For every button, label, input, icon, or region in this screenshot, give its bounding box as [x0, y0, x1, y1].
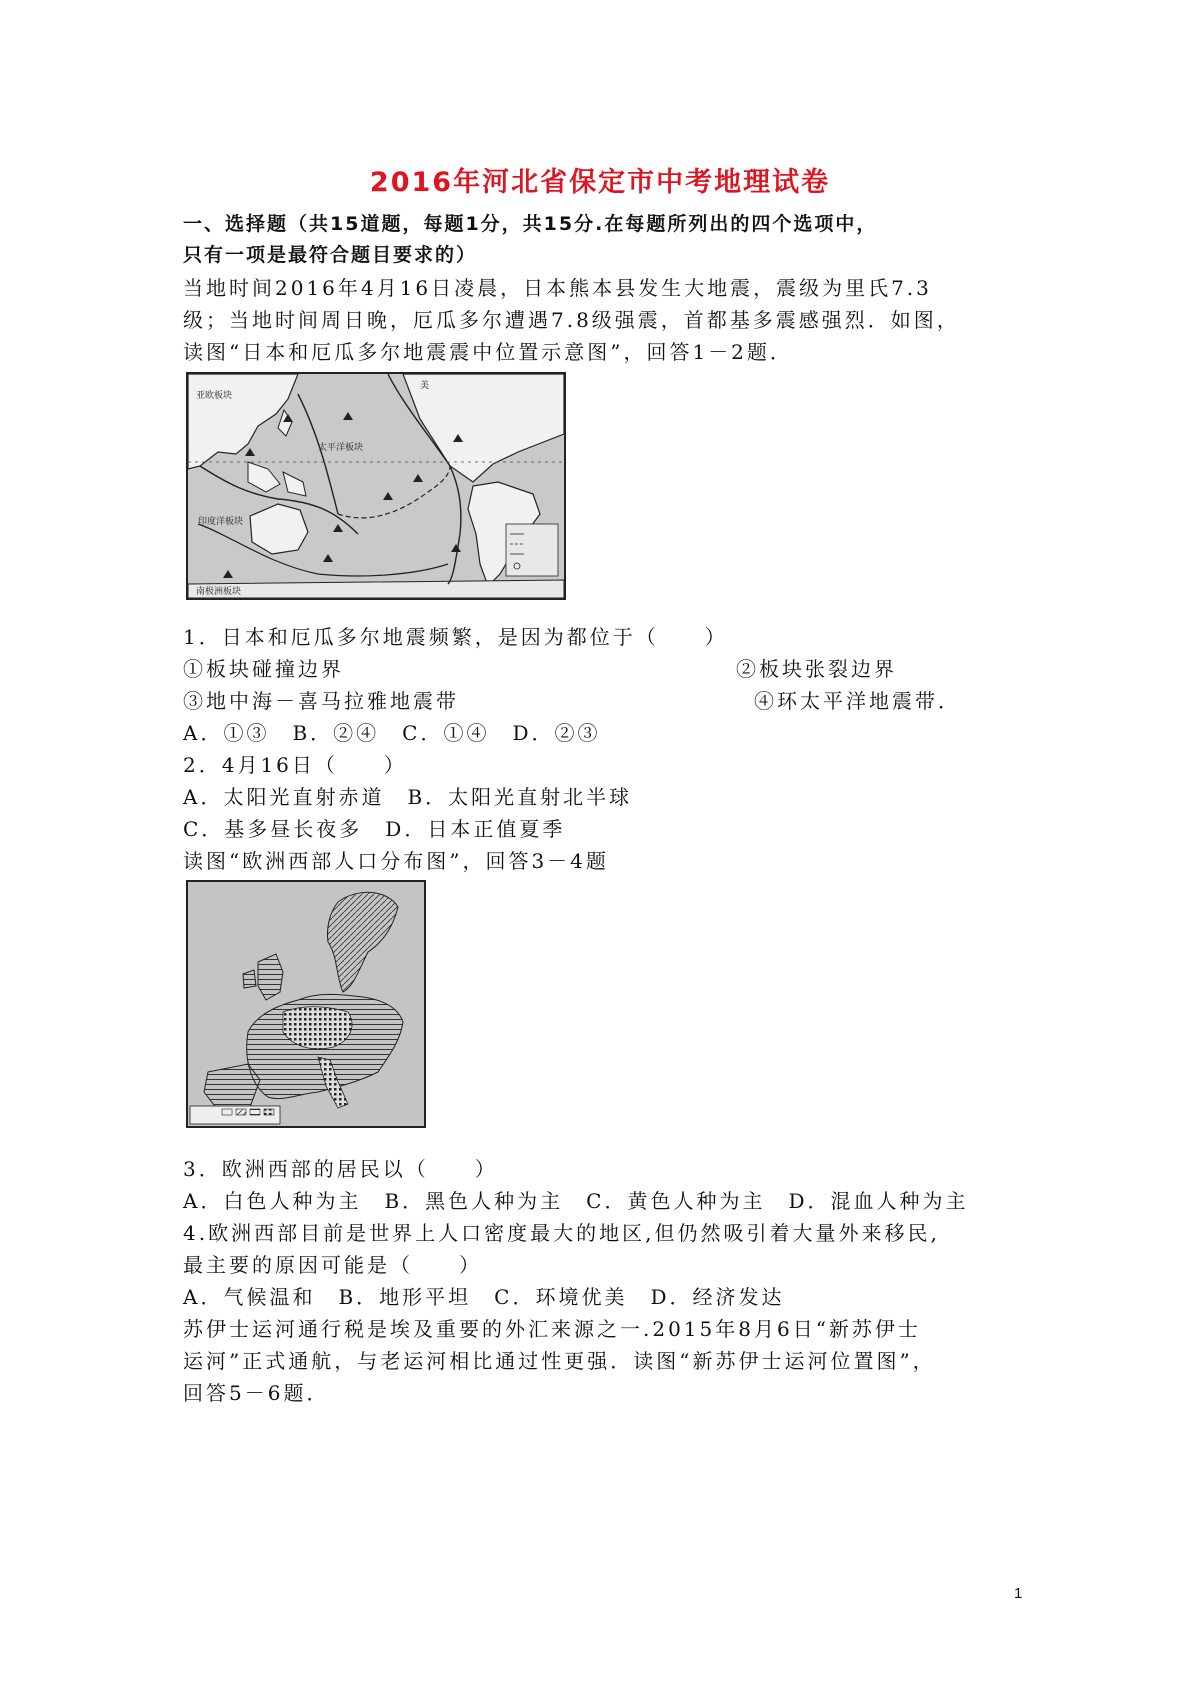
q1-option-row1: [183, 655, 897, 683]
intro1-line2: 级；当地时间周日晚，厄瓜多尔遭遇7.8级强震，首都基多震感强烈．如图，: [183, 308, 960, 332]
intro2: 读图“欧洲西部人口分布图”，回答3－4题: [183, 849, 609, 873]
intro3-line1: 苏伊士运河通行税是埃及重要的外汇来源之一.2015年8月6日“新苏伊士: [183, 1317, 921, 1341]
q1-option-3: ③地中海－喜马拉雅地震带: [183, 689, 459, 713]
svg-text:南极洲板块: 南极洲板块: [196, 587, 242, 597]
section-heading-line1: 一、选择题（共15道题，每题1分，共15分.在每题所列出的四个选项中，: [183, 213, 878, 235]
q3-stem: 3．欧洲西部的居民以（ ）: [183, 1157, 498, 1181]
q2-choices-row2: C．基多昼长夜多 D．日本正值夏季: [183, 817, 566, 841]
q2-stem: 2．4月16日（ ）: [183, 753, 407, 777]
q1-option-1: ①板块碰撞边界: [183, 657, 344, 681]
page-number: 1: [1014, 1585, 1023, 1602]
intro1-line1: 当地时间2016年4月16日凌晨，日本熊本县发生大地震，震级为里氏7.3: [183, 276, 932, 300]
europe-map-figure: [186, 880, 426, 1128]
q1-option-4: ④环太平洋地震带．: [754, 689, 961, 713]
q1-choices: A．①③ B．②④ C．①④ D．②③: [183, 721, 601, 745]
q1-option-2: ②板块张裂边界: [736, 657, 897, 681]
q1-option-row2: [183, 687, 961, 715]
europe-population-map-icon: [188, 882, 424, 1126]
intro3-line3: 回答5－6题．: [183, 1381, 330, 1405]
q4-stem-line1: 4.欧洲西部目前是世界上人口密度最大的地区,但仍然吸引着大量外来移民,: [183, 1221, 940, 1245]
plate-map-figure: [186, 372, 566, 600]
q4-choices: A．气候温和 B．地形平坦 C．环境优美 D．经济发达: [183, 1285, 785, 1309]
svg-text:太平洋板块: 太平洋板块: [318, 443, 364, 453]
svg-text:印度洋板块: 印度洋板块: [198, 517, 244, 527]
q3-choices: A．白色人种为主 B．黑色人种为主 C．黄色人种为主 D．混血人种为主: [183, 1189, 969, 1213]
page-title: 2016年河北省保定市中考地理试卷: [369, 167, 831, 198]
q1-stem: 1．日本和厄瓜多尔地震频繁，是因为都位于（ ）: [183, 625, 728, 649]
intro3-line2: 运河”正式通航，与老运河相比通过性更强．读图“新苏伊士运河位置图”，: [183, 1349, 936, 1373]
q4-stem-line2: 最主要的原因可能是（ ）: [183, 1253, 482, 1277]
q2-choices-row1: A．太阳光直射赤道 B．太阳光直射北半球: [183, 785, 633, 809]
world-plate-map-icon: [188, 374, 564, 598]
svg-text:美: 美: [420, 381, 430, 391]
svg-text:亚欧板块: 亚欧板块: [196, 391, 233, 401]
section-heading-line2: 只有一项是最符合题目要求的）: [183, 244, 478, 266]
intro1-line3: 读图“日本和厄瓜多尔地震震中位置示意图”，回答1－2题．: [183, 340, 793, 364]
